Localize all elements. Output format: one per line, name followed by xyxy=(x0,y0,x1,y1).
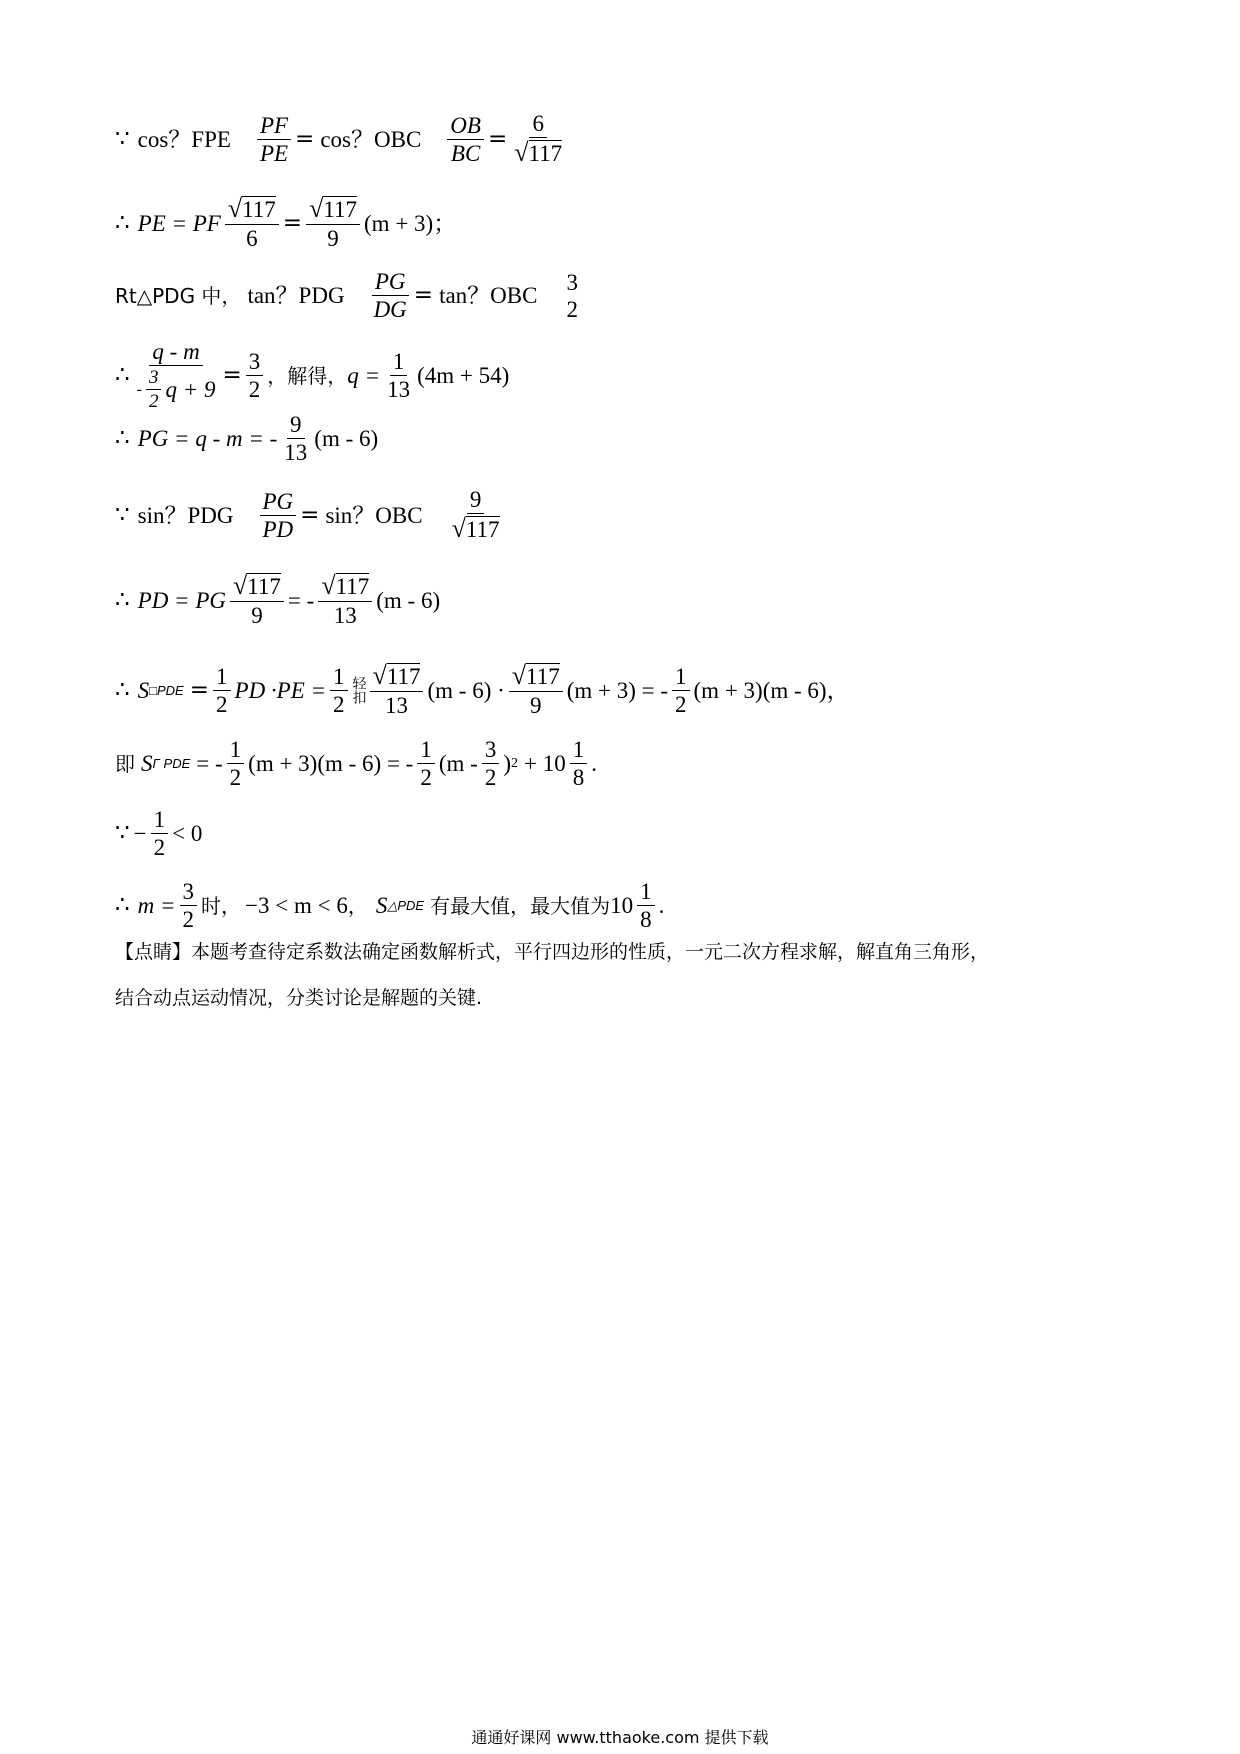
numerator: PG xyxy=(372,270,409,296)
sqrt-117: √ 117 xyxy=(309,194,358,223)
fraction-1-2 xyxy=(417,738,435,789)
therefore-symbol: ∴ xyxy=(115,209,130,236)
q-equals: q = xyxy=(347,363,381,388)
radicand: 117 xyxy=(323,197,358,222)
garbled-glyph: 轻扣 xyxy=(350,676,367,704)
eq-line-2 xyxy=(115,196,456,250)
period: . xyxy=(591,751,597,776)
numerator: 9 xyxy=(467,488,485,514)
fraction-sqrt117-13 xyxy=(370,663,424,717)
fraction-3-2-small xyxy=(146,368,162,411)
m-equals: m = xyxy=(137,893,176,918)
fraction-1-8 xyxy=(637,880,655,931)
sqrt-117: √ 117 xyxy=(227,194,276,223)
fraction-pg-dg xyxy=(371,270,410,321)
fraction-6-sqrt117 xyxy=(511,112,565,166)
fraction-1-2 xyxy=(330,665,348,716)
m-plus-3: (m + 3) = - xyxy=(566,677,669,703)
numerator: 1 xyxy=(417,738,435,764)
because-symbol: ∵ xyxy=(115,501,130,528)
numerator: 1 xyxy=(227,738,245,764)
fraction-sqrt117-6 xyxy=(225,196,279,250)
equals-neg: = - xyxy=(196,751,223,776)
sqrt-117: √ 117 xyxy=(321,571,370,600)
equals-neg: = - xyxy=(287,587,315,613)
numerator: q - m xyxy=(149,340,202,366)
denominator: 9 xyxy=(327,226,339,251)
radicand: 117 xyxy=(386,664,421,689)
denominator: DG xyxy=(373,297,407,322)
denominator: 2 xyxy=(248,377,261,402)
ji-text: 即 xyxy=(115,751,135,776)
denominator: 2 xyxy=(333,691,345,717)
fraction-sqrt117-9 xyxy=(509,663,563,717)
pe-eq-pf: PE = PF xyxy=(137,210,221,236)
equals: = xyxy=(222,362,242,388)
therefore-symbol: ∴ xyxy=(115,892,130,918)
fraction-1-2 xyxy=(227,738,245,789)
eq-line-11 xyxy=(115,880,664,931)
fraction-1-2 xyxy=(672,665,690,716)
tan-obc: tan？OBC xyxy=(439,283,538,308)
numerator: 1 xyxy=(672,665,690,691)
4m-plus-54: (4m + 54) xyxy=(417,363,510,388)
fraction-pg-pd xyxy=(260,490,297,541)
m-minus-6: (m - 6) xyxy=(376,587,441,613)
fraction-sqrt117-9 xyxy=(230,573,284,627)
because-symbol: ∵ xyxy=(115,820,130,846)
denominator: 6 xyxy=(246,226,258,251)
numerator: OB xyxy=(447,114,484,140)
denominator: PD xyxy=(262,516,294,542)
therefore-symbol: ∴ xyxy=(115,676,130,703)
m-plus-3: (m + 3)； xyxy=(364,210,457,236)
fraction-ob-bc xyxy=(447,114,484,165)
fraction-1-2 xyxy=(151,808,169,859)
numerator: 1 xyxy=(570,738,588,764)
fraction-qm-over-expr xyxy=(134,340,219,411)
sin-pdg: sin？PDG xyxy=(137,502,234,528)
numerator: 3 xyxy=(482,738,500,764)
radicand: 117 xyxy=(242,197,276,222)
m-minus-6: (m - 6) xyxy=(314,426,379,451)
sin-obc: sin？OBC xyxy=(325,502,423,528)
radicand: 117 xyxy=(335,574,370,599)
numerator: 1 xyxy=(390,350,408,376)
numerator: PF xyxy=(257,114,291,140)
eq-line-4 xyxy=(115,340,509,411)
numerator: PG xyxy=(260,490,297,516)
denominator: 2 xyxy=(675,691,687,717)
denominator: 8 xyxy=(572,765,585,790)
radicand: 117 xyxy=(465,517,500,542)
m-minus: (m - xyxy=(438,751,478,776)
eq-line-8 xyxy=(115,663,850,717)
period: . xyxy=(658,893,665,918)
fraction-3-2 xyxy=(180,880,198,931)
q-plus-9: q + 9 xyxy=(165,377,216,402)
cos-fpe: cos？FPE xyxy=(137,126,231,152)
eq-line-6 xyxy=(115,488,507,542)
fraction-1-13 xyxy=(384,350,413,401)
note-line-1: 【点睛】本题考查待定系数法确定函数解析式，平行四边形的性质，一元二次方程求解，解直角三角形， xyxy=(115,941,990,963)
numerator: 6 xyxy=(529,112,547,138)
sqrt-117: √ 117 xyxy=(232,571,281,600)
denominator: 8 xyxy=(640,907,652,932)
equals: = xyxy=(413,282,434,308)
numerator: 3 xyxy=(146,368,162,390)
m-range: −3 < m < 6 xyxy=(245,893,348,918)
denominator: 9 xyxy=(529,693,542,718)
fraction-3-2 xyxy=(246,350,264,401)
numerator: 9 xyxy=(287,413,305,439)
equals: = xyxy=(295,125,315,152)
product-expression: (m + 3)(m - 6)， xyxy=(693,677,850,703)
denominator: 13 xyxy=(385,693,409,718)
tan-pdg: tan？PDG xyxy=(247,283,345,308)
numerator: 3 xyxy=(180,880,198,906)
radicand: 117 xyxy=(528,141,563,166)
radicand: 117 xyxy=(247,574,281,599)
numerator: 1 xyxy=(151,808,169,834)
eq-line-1 xyxy=(115,112,569,166)
eq-line-7 xyxy=(115,573,440,627)
cos-obc: cos？OBC xyxy=(320,126,422,152)
equals: = xyxy=(300,501,320,528)
pd-eq-pg: PD = PG xyxy=(137,587,226,613)
denominator: 2 xyxy=(182,907,195,932)
denominator: 2 xyxy=(229,765,242,790)
denominator: BC xyxy=(450,140,481,166)
therefore-symbol: ∴ xyxy=(115,425,130,451)
square-exponent: 2 xyxy=(510,755,518,771)
sqrt-117: √ 117 xyxy=(372,661,421,690)
fraction-sqrt117-9 xyxy=(306,196,360,250)
numerator: 1 xyxy=(637,880,655,906)
numerator: 3 xyxy=(566,269,578,295)
because-symbol: ∵ xyxy=(115,125,130,152)
m-minus-6: (m - 6) · xyxy=(427,677,505,703)
pd-times-pe: PD ·PE = xyxy=(234,677,327,703)
denominator: 2 xyxy=(566,296,578,322)
fraction-3-2 xyxy=(563,271,581,321)
denominator: 2 xyxy=(484,765,497,790)
fraction-3-2 xyxy=(482,738,500,789)
denominator: 2 xyxy=(153,835,166,860)
equals: = xyxy=(487,125,508,152)
solve-text: ，解得， xyxy=(267,363,348,388)
numerator: 1 xyxy=(213,665,231,691)
sqrt-117: √ 117 xyxy=(511,661,560,690)
therefore-symbol: ∴ xyxy=(115,586,130,613)
plus-ten: + 10 xyxy=(523,751,566,776)
fraction-1-8 xyxy=(570,738,588,789)
shi-text: 时， xyxy=(201,893,242,918)
denominator: 13 xyxy=(333,603,357,628)
equals: = xyxy=(282,209,303,236)
numerator: 3 xyxy=(246,350,264,376)
denominator: PE xyxy=(259,140,289,166)
pg-expression: PG = q - m = - xyxy=(137,426,278,451)
eq-line-9: 即 S Γ PDE = - $\frac{1}{2}$ (m + 3)(m - 6) = - $\frac{1}{2}$ (m - $\frac{3}{2}$ ) 2 + 10 $\frac{1}{8}$ . xyxy=(115,737,597,790)
area-subscript: □PDE xyxy=(149,682,184,698)
therefore-symbol: ∴ xyxy=(115,362,130,388)
sqrt-117: √ 117 xyxy=(451,514,500,543)
eq-line-10 xyxy=(115,808,202,859)
numerator: 1 xyxy=(330,665,348,691)
fraction-sqrt117-13 xyxy=(318,573,372,627)
eq-line-3 xyxy=(115,270,585,321)
denominator: 2 xyxy=(216,691,228,717)
fraction-pf-pe xyxy=(257,114,291,165)
product-expression: (m + 3)(m - 6) = - xyxy=(248,751,414,776)
area-subscript: Γ PDE xyxy=(152,756,191,771)
neg-sign: - xyxy=(136,380,142,398)
note-line-2: 结合动点运动情况，分类讨论是解题的关键. xyxy=(115,987,483,1009)
fraction-9-sqrt117 xyxy=(449,488,503,542)
denominator: 2 xyxy=(148,391,159,412)
radicand: 117 xyxy=(526,664,560,689)
denominator: 13 xyxy=(284,440,308,465)
comma: ， xyxy=(347,893,368,918)
denominator: 13 xyxy=(387,377,411,402)
denominator: 2 xyxy=(420,765,432,790)
area-subscript: △PDE xyxy=(387,898,425,913)
fraction-9-13 xyxy=(281,413,310,464)
less-than-zero: < 0 xyxy=(172,821,203,846)
area-s: S xyxy=(137,677,150,703)
max-value-text: 有最大值，最大值为 xyxy=(430,893,611,918)
footer-text: 通通好课网 www.tthaoke.com 提供下载 xyxy=(471,1728,769,1747)
area-s: S xyxy=(375,893,388,918)
equals: = xyxy=(189,676,210,703)
ten: 10 xyxy=(610,893,634,918)
eq-line-5 xyxy=(115,413,378,464)
denominator: 9 xyxy=(251,603,263,628)
fraction-1-2 xyxy=(213,665,231,716)
sqrt-117: √ 117 xyxy=(514,138,563,167)
minus-sign: − xyxy=(133,821,147,846)
rt-triangle-pdg: Rt△PDG 中， xyxy=(115,283,242,308)
area-s: S xyxy=(141,751,153,776)
